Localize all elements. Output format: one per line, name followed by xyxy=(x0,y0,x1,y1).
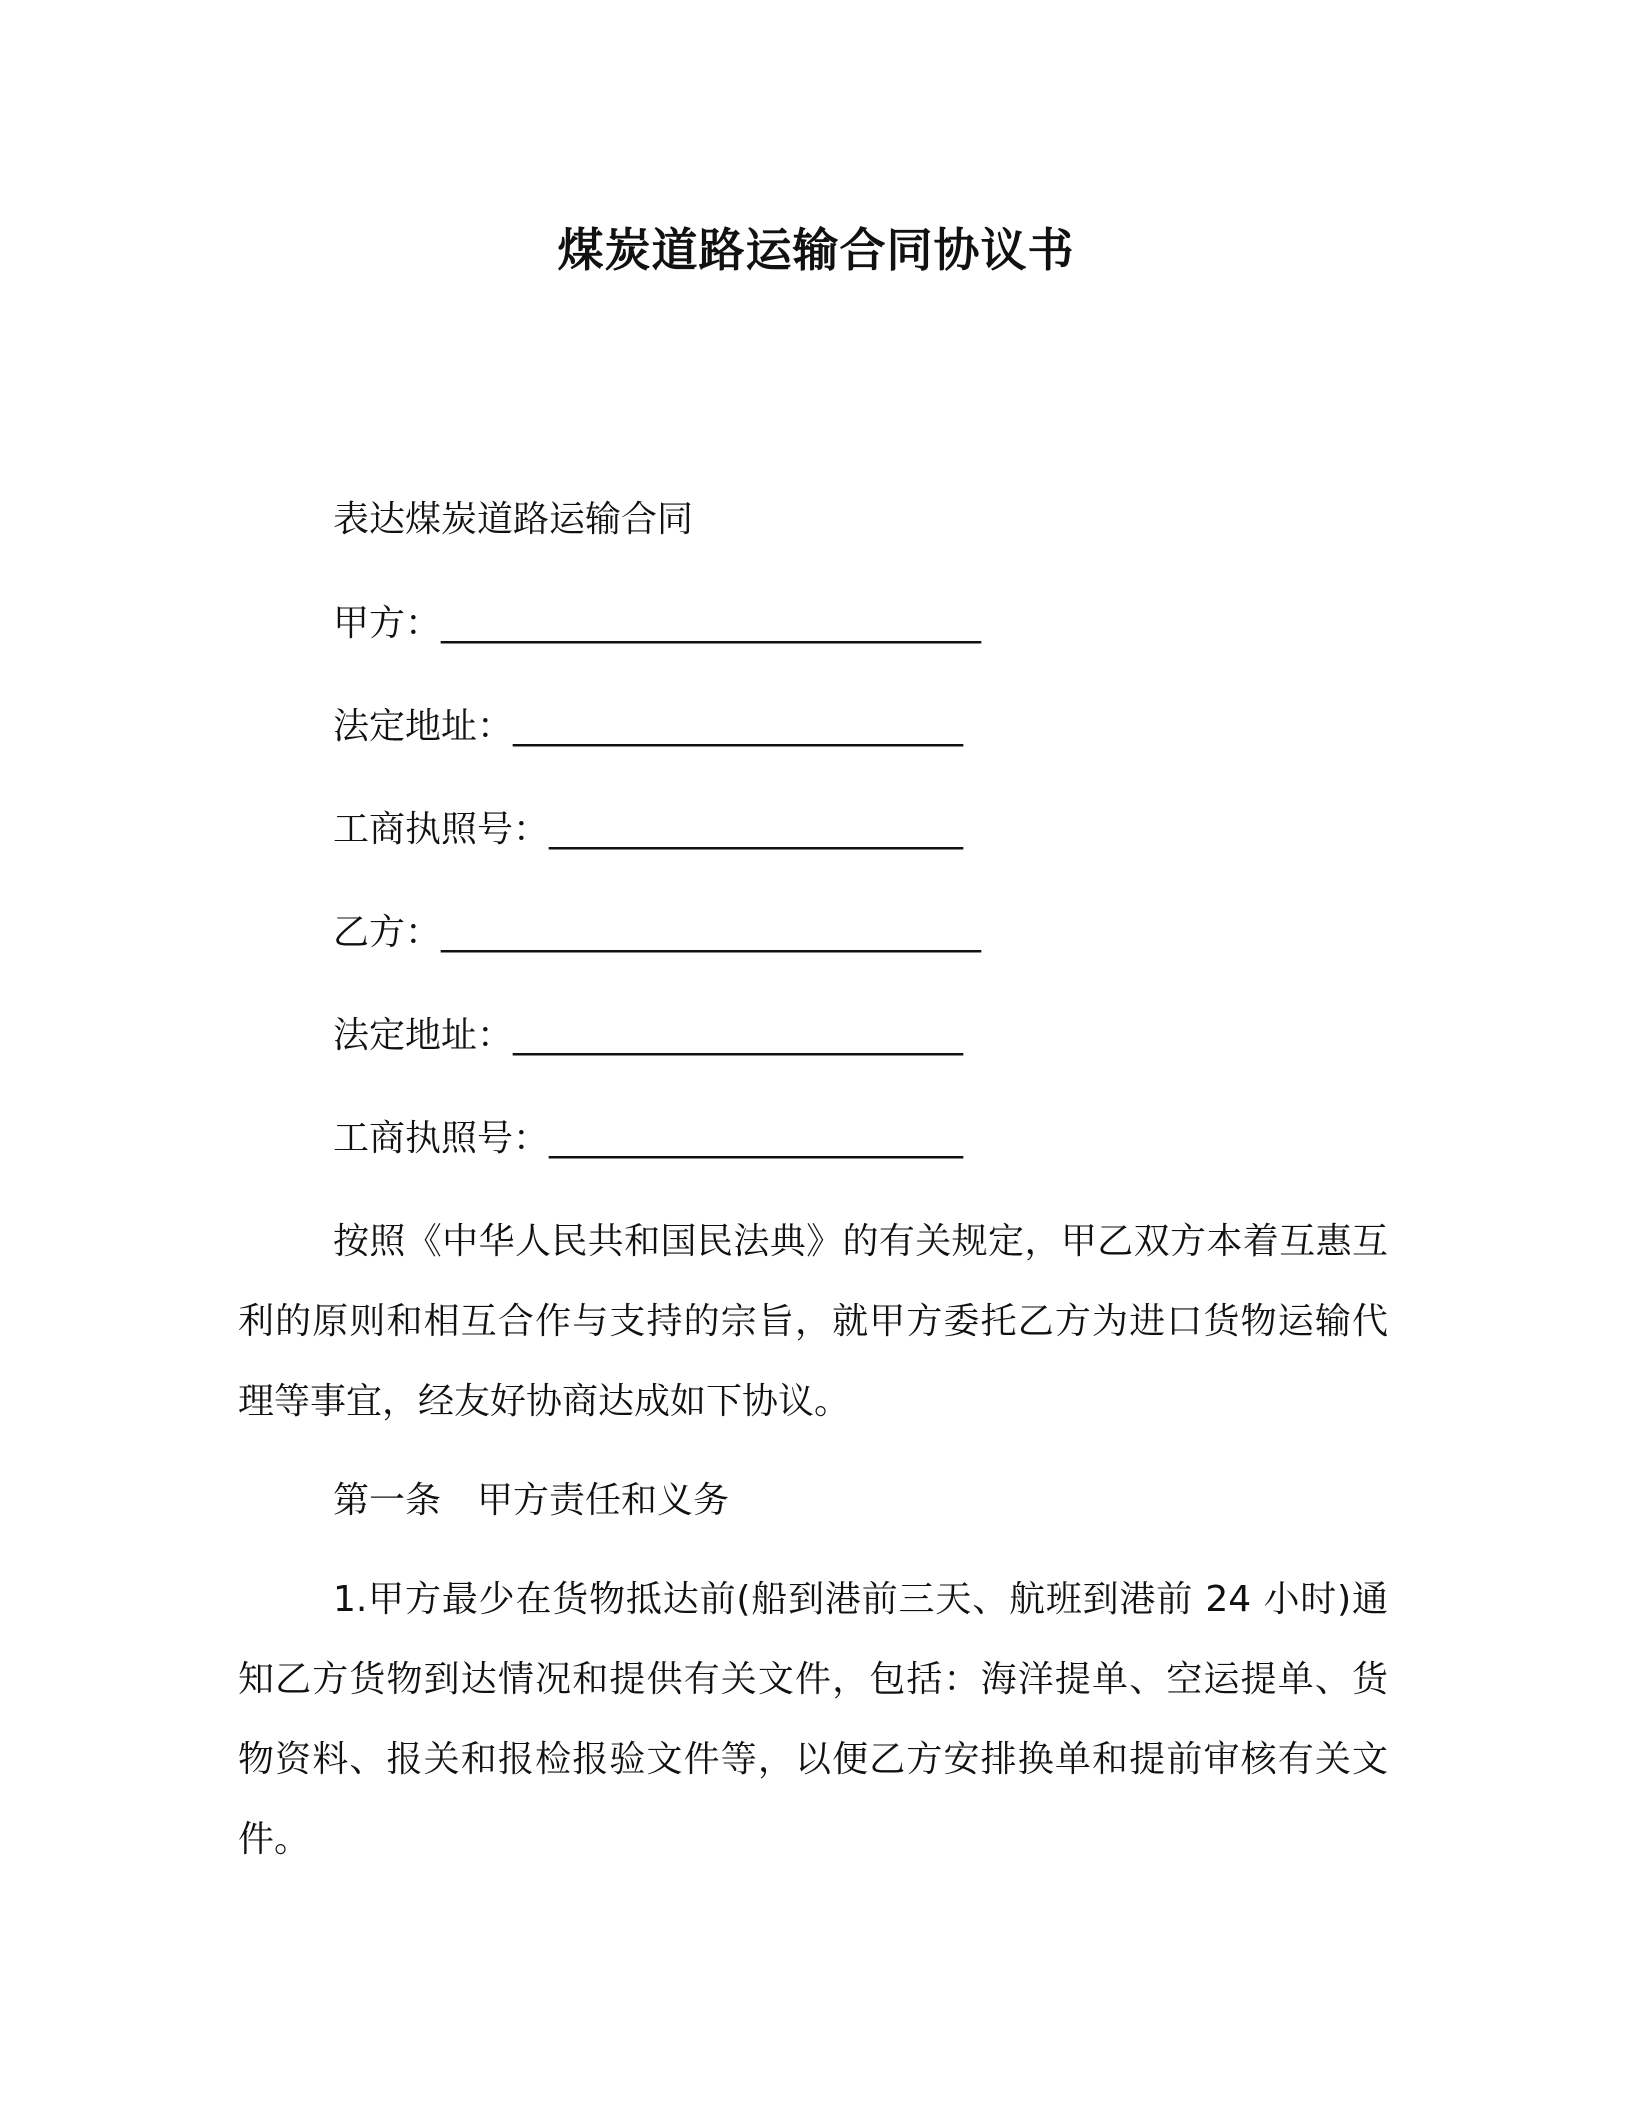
preamble-paragraph: 按照《中华人民共和国民法典》的有关规定，甲乙双方本着互惠互利的原则和相互合作与支持的宗旨，就甲方委托乙方为进口货物运输代理等事宜，经友好协商达成如下协议。 xyxy=(238,1221,1388,1422)
party-a-address-field: 法定地址：_________________________ xyxy=(333,706,964,747)
party-b-field: 乙方：______________________________ xyxy=(333,912,982,953)
party-b-license-field: 工商执照号：_______________________ xyxy=(333,1118,964,1159)
article-1-heading: 第一条 甲方责任和义务 xyxy=(333,1480,730,1521)
document-title: 煤炭道路运输合同协议书 xyxy=(557,223,1075,277)
party-a-license-field: 工商执照号：_______________________ xyxy=(333,809,964,850)
document-subtitle: 表达煤炭道路运输合同 xyxy=(333,499,694,540)
party-a-field: 甲方：______________________________ xyxy=(333,603,982,644)
article-1-item-1: 1.甲方最少在货物抵达前(船到港前三天、航班到港前 24 小时)通知乙方货物到达情况和提供有关文件，包括：海洋提单、空运提单、货物资料、报关和报检报验文件等，以便乙方安排换单和提前审核有关文件。 xyxy=(238,1579,1388,1860)
party-b-address-field: 法定地址：_________________________ xyxy=(333,1015,964,1056)
